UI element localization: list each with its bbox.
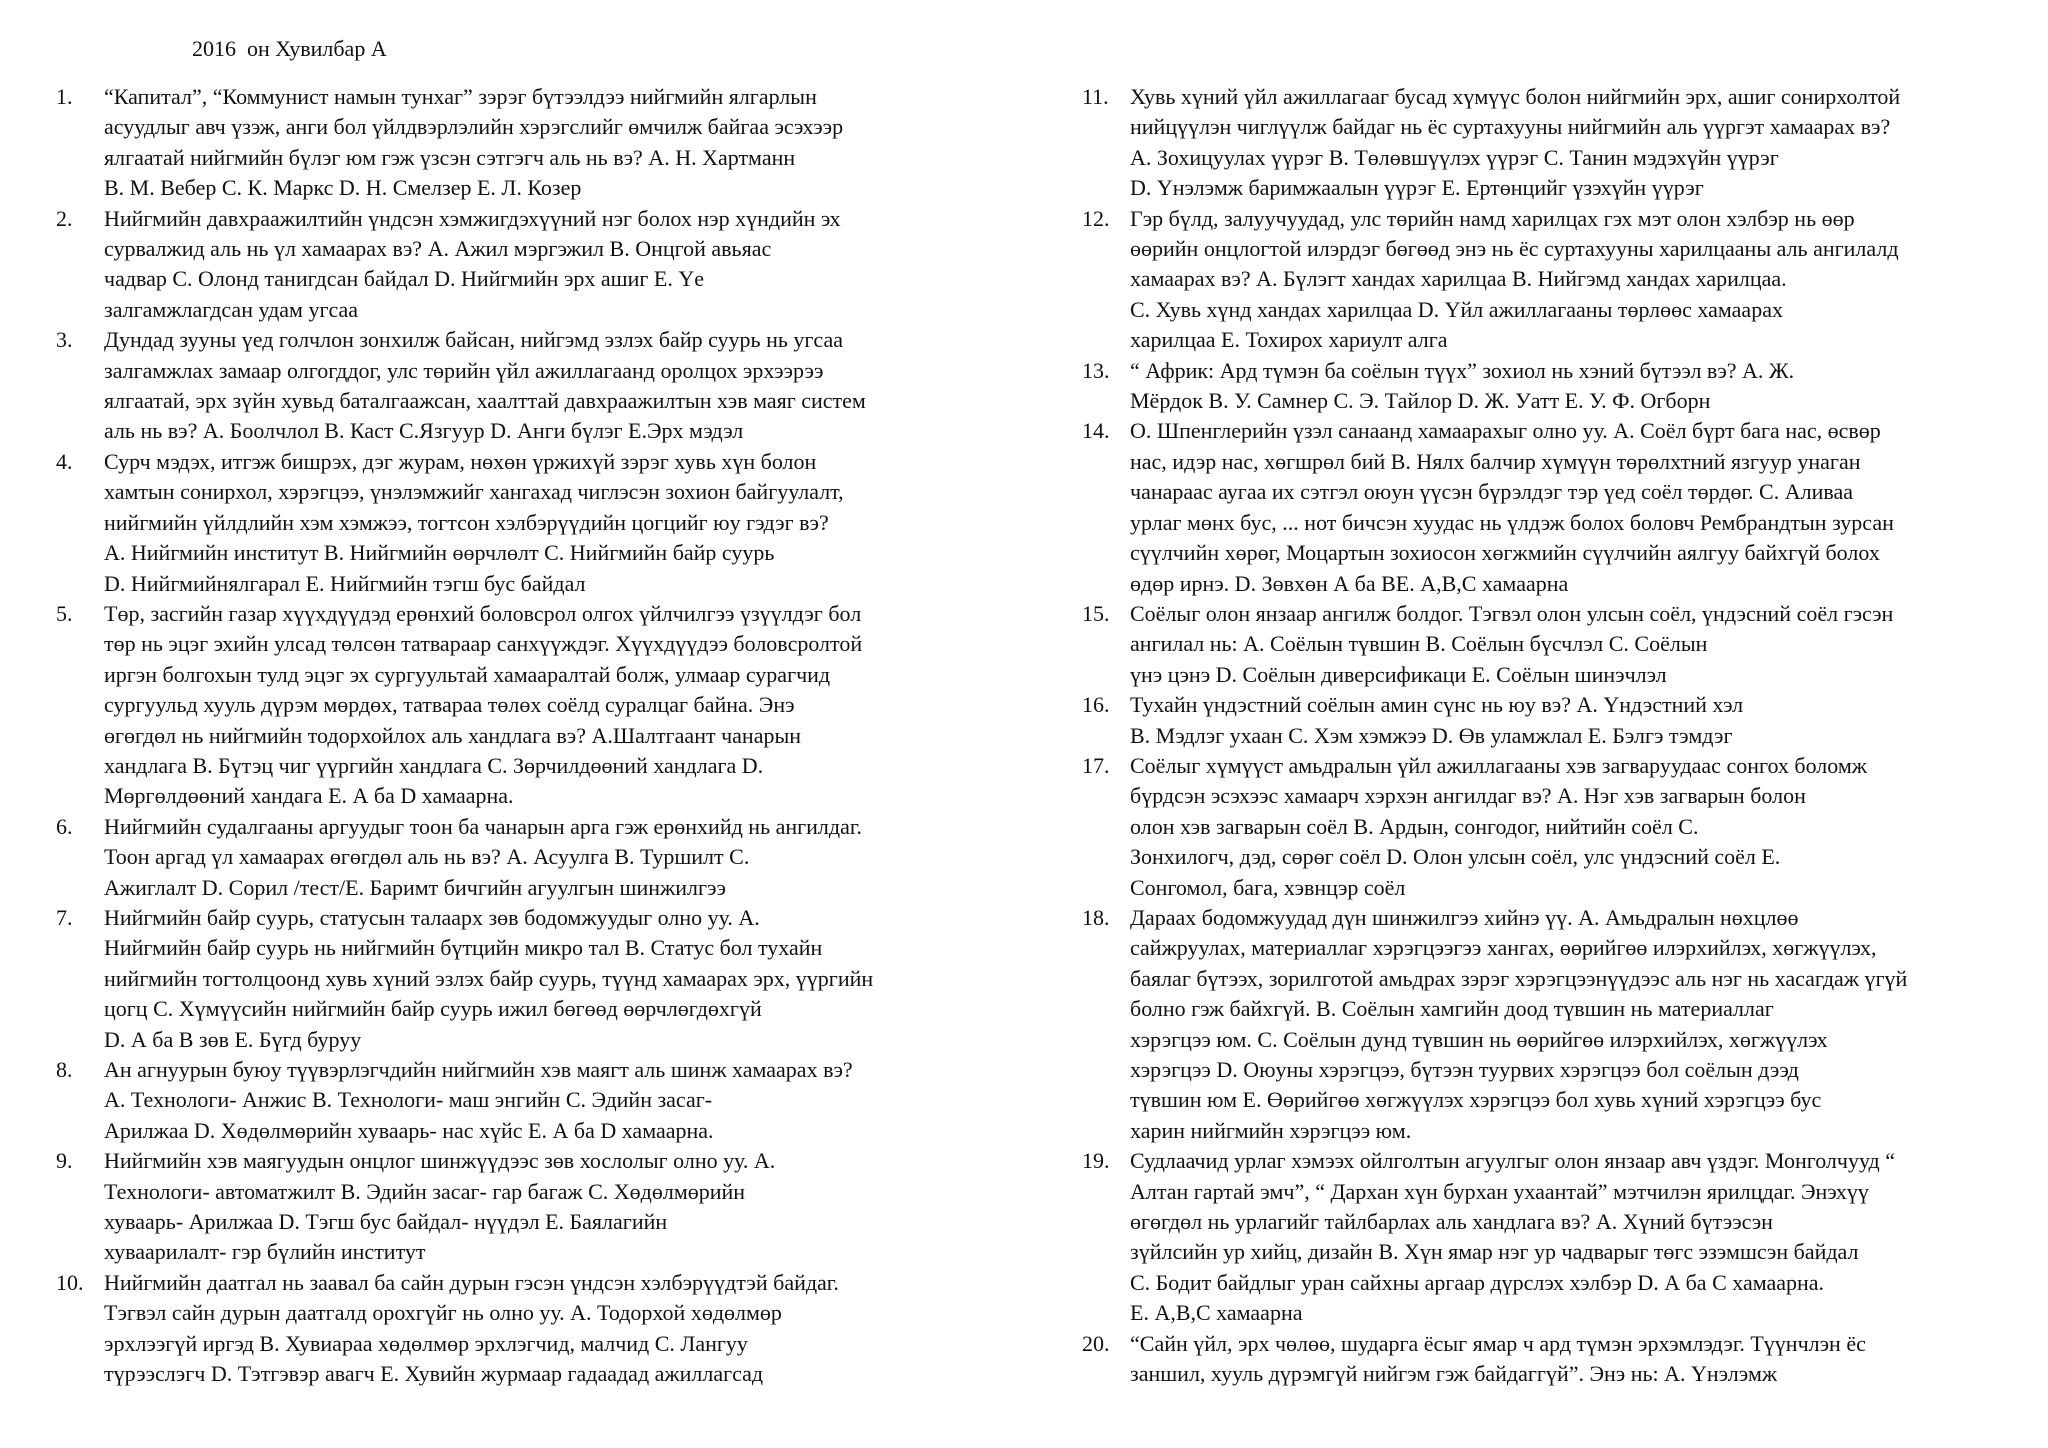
question-1: [56, 82, 976, 204]
question-7: [56, 903, 976, 1055]
question-text: Нийгмийн давхраажилтийн үндсэн хэмжигдэхүүний нэг болох нэр хүндийн эх сурвалжид аль нь үл хамаарах вэ? А. Ажил мэргэжил В. Онцгой авьяас чадвар С. Олонд танигдсан байдал D. Нийгмийн эрх ашиг Е. Үе залгамжлагдсан удам угсаа: [104, 205, 841, 322]
question-text: Нийгмийн даатгал нь заавал ба сайн дурын гэсэн үндсэн хэлбэрүүдтэй байдаг. Тэгвэл сайн дурын даатгалд орохгүйг нь олно уу. А. Тодорхой хөдөлмөр эрхлээгүй иргэд В. Хувиараа хөдөлмөр эрхлэгчид, малчид С. Лангуу түрээслэгч D. Тэтгэвэр авагч Е. Хувийн журмаар гадаадад ажиллагсад: [104, 1269, 839, 1387]
question-text: Хувь хүний үйл ажиллагааг бусад хүмүүс болон нийгмийн эрх, ашиг сонирхолтой нийцүүлэн чиглүүлж байдаг нь ёс суртахууны нийгмийн аль үүргэт хамаарах вэ? А. Зохицуулах үүрэг В. Төлөвшүүлэх үүрэг С. Танин мэдэхүйн үүрэг D. Үнэлэмж баримжаалын үүрэг Е. Ертөнцийг үзэхүйн үүрэг: [1130, 84, 1901, 201]
question-19: [1082, 1146, 2002, 1328]
question-text: Дундад зууны үед голчлон зонхилж байсан, нийгэмд эзлэх байр суурь нь угсаа залгамжлах замаар олгогддог, улс төрийн үйл ажиллагаанд оролцох эрхээрээ ялгаатай, эрх зүйн хувьд баталгаажсан, хаалттай давхраажилтын хэв маяг систем аль нь вэ? А. Боолчлол В. Каст С.Язгуур D. Анги бүлэг Е.Эрх мэдэл: [104, 327, 866, 444]
question-number: 2.: [56, 205, 73, 231]
question-number: 20.: [1082, 1330, 1110, 1356]
question-text: Дараах бодомжуудад дүн шинжилгээ хийнэ үү. А. Амьдралын нөхцлөө сайжруулах, материаллаг хэрэгцээгээ хангах, өөрийгөө илэрхийлэх, хөгжүүлэх, баялаг бүтээх, зорилготой амьдрах зэрэг хэрэгцээнүүдээс аль нэг нь хасагдаж үгүй болно гэж байхгүй. В. Соёлын хамгийн доод түвшин нь материаллаг хэрэгцээ юм. С. Соёлын дунд түвшин нь өөрийгөө илэрхийлэх, хөгжүүлэх хэрэгцээ D. Оюуны хэрэгцээ, бүтээн туурвих хэрэгцээ бол соёлын дээд түвшин юм Е. Өөрийгөө хөгжүүлэх хэрэгцээ бол хувь хүний хэрэгцээ бус харин нийгмийн хэрэгцээ юм.: [1130, 904, 1908, 1143]
question-number: 14.: [1082, 418, 1110, 444]
question-text: Нийгмийн хэв маягуудын онцлог шинжүүдээс зөв хослолыг олно уу. А. Технологи- автоматжилт В. Эдийн засаг- гар багаж С. Хөдөлмөрийн хуваарь- Арилжаа D. Тэгш бус байдал- нүүдэл Е. Баялагийн хуваарилалт- гэр бүлийн институт: [104, 1148, 776, 1265]
question-number: 12.: [1082, 205, 1110, 231]
question-12: [1082, 204, 2002, 356]
question-text: О. Шпенглерийн үзэл санаанд хамаарахыг олно уу. А. Соёл бүрт бага нас, өсвөр нас, идэр нас, хөгшрөл бий В. Нялх балчир хүмүүн төрөлхтний язгуур унаган чанараас аугаа их сэтгэл оюун үүсэн бүрэлдэг тэр үед соёл төрдөг. С. Аливаа урлаг мөнх бус, ... нот бичсэн хуудас нь үлдэж болох боловч Рембрандтын зурсан сүүлчийн хөрөг, Моцартын зохиосон хөгжмийн сүүлчийн аялгуу байхгүй болох өдөр ирнэ. D. Зөвхөн А ба ВЕ. А,В,С хамаарна: [1130, 418, 1894, 596]
question-number: 11.: [1082, 84, 1109, 109]
question-18: [1082, 903, 2002, 1146]
page-title: 2016 он Хувилбар А: [192, 36, 387, 61]
question-number: 3.: [56, 327, 73, 353]
question-number: 15.: [1082, 600, 1110, 626]
question-8: [56, 1055, 976, 1146]
question-15: [1082, 599, 2002, 690]
question-14: [1082, 416, 2002, 598]
question-text: “ Африк: Ард түмэн ба соёлын түүх” зохиол нь хэний бүтээл вэ? А. Ж. Мёрдок В. У. Самнер С. Э. Тайлор D. Ж. Уатт Е. У. Ф. Огборн: [1130, 357, 1795, 414]
question-13: [1082, 356, 2002, 417]
question-number: 18.: [1082, 904, 1110, 930]
question-9: [56, 1146, 976, 1268]
question-2: [56, 204, 976, 326]
question-20: [1082, 1329, 2002, 1390]
question-number: 7.: [56, 904, 73, 930]
question-number: 8.: [56, 1057, 73, 1082]
question-text: Төр, засгийн газар хүүхдүүдэд ерөнхий боловсрол олгох үйлчилгээ үзүүлдэг бол төр нь эцэг эхийн улсад төлсөн татвараар санхүүждэг. Хүүхдүүдээ боловсролтой иргэн болгохын тулд эцэг эх сургуультай хамааралтай болж, улмаар сурагчид сургуульд хууль дүрэм мөрдөх, татвараа төлөх соёлд суралцаг байна. Энэ өгөгдөл нь нийгмийн тодорхойлох аль хандлага вэ? А.Шалтгаант чанарын хандлага В. Бүтэц чиг үүргийн хандлага С. Зөрчилдөөний хандлага D. Мөргөлдөөний хандага Е. А ба D хамаарна.: [104, 600, 863, 809]
question-10: [56, 1268, 976, 1390]
question-number: 9.: [56, 1148, 73, 1174]
question-5: [56, 599, 976, 812]
question-17: [1082, 751, 2002, 903]
question-text: Соёлыг олон янзаар ангилж болдог. Тэгвэл олон улсын соёл, үндэсний соёл гэсэн ангилал нь: А. Соёлын түвшин В. Соёлын бүсчлэл С. Соёлын үнэ цэнэ D. Соёлын диверсификаци Е. Соёлын шинэчлэл: [1130, 600, 1894, 687]
question-text: Соёлыг хүмүүст амьдралын үйл ажиллагааны хэв загваруудаас сонгох боломж бүрдсэн эсэхээс хамаарч хэрхэн ангилдаг вэ? А. Нэг хэв загварын болон олон хэв загварын соёл В. Ардын, сонгодог, нийтийн соёл С. Зонхилогч, дэд, сөрөг соёл D. Олон улсын соёл, улс үндэсний соёл Е. Сонгомол, бага, хэвнцэр соёл: [1130, 752, 1867, 900]
question-text: Гэр бүлд, залуучуудад, улс төрийн намд харилцах гэх мэт олон хэлбэр нь өөр өөрийн онцлогтой илэрдэг бөгөөд энэ нь ёс суртахууны харилцааны аль ангилалд хамаарах вэ? А. Бүлэгт хандах харилцаа В. Нийгэмд хандах харилцаа. С. Хувь хүнд хандах харилцаа D. Үйл ажиллагааны төрлөөс хамаарах харилцаа Е. Тохирох хариулт алга: [1130, 205, 1899, 353]
left-column: [56, 82, 976, 1389]
question-number: 10.: [56, 1269, 84, 1295]
question-3: [56, 325, 976, 447]
question-text: “Сайн үйл, эрх чөлөө, шударга ёсыг ямар ч ард түмэн эрхэмлэдэг. Түүнчлэн ёс заншил, хууль дүрэмгүй нийгэм гэж байдаггүй”. Энэ нь: А. Үнэлэмж: [1130, 1330, 1866, 1387]
question-text: Сурч мэдэх, итгэж бишрэх, дэг журам, нөхөн үржихүй зэрэг хувь хүн болон хамтын сонирхол, хэрэгцээ, үнэлэмжийг хангахад чиглэсэн зохион байгуулалт, нийгмийн үйлдлийн хэм хэмжээ, тогтсон хэлбэрүүдийн цогцийг юу гэдэг вэ? А. Нийгмийн институт В. Нийгмийн өөрчлөлт С. Нийгмийн байр суурь D. Нийгмийнялгарал Е. Нийгмийн тэгш бус байдал: [104, 448, 844, 596]
question-number: 6.: [56, 813, 73, 839]
question-text: Нийгмийн судалгааны аргуудыг тоон ба чанарын арга гэж ерөнхийд нь ангилдаг. Тоон аргад үл хамаарах өгөгдөл аль нь вэ? А. Асуулга В. Туршилт С. Ажиглалт D. Сорил /тест/Е. Баримт бичгийн агуулгын шинжилгээ: [104, 813, 862, 900]
question-4: [56, 447, 976, 599]
question-number: 17.: [1082, 752, 1110, 778]
question-16: [1082, 690, 2002, 751]
question-number: 1.: [56, 84, 73, 109]
question-text: Судлаачид урлаг хэмээх ойлголтын агуулгыг олон янзаар авч үздэг. Монголчууд “ Алтан гартай эмч”, “ Дархан хүн бурхан ухаантай” мэтчилэн ярилцдаг. Энэхүү өгөгдөл нь урлагийг тайлбарлах аль хандлага вэ? А. Хүний бүтээсэн зүйлсийн ур хийц, дизайн В. Хүн ямар нэг ур чадварыг төгс эзэмшсэн байдал С. Бодит байдлыг уран сайхны аргаар дүрслэх хэлбэр D. А ба С хамаарна. Е. А,В,С хамаарна: [1130, 1148, 1896, 1326]
question-number: 16.: [1082, 692, 1110, 718]
question-6: [56, 812, 976, 903]
question-text: Нийгмийн байр суурь, статусын талаарх зөв бодомжуудыг олно уу. А. Нийгмийн байр суурь нь нийгмийн бүтцийн микро тал В. Статус бол тухайн нийгмийн тогтолцоонд хувь хүний эзлэх байр суурь, түүнд хамаарах эрх, үүргийн цогц С. Хүмүүсийн нийгмийн байр суурь ижил бөгөөд өөрчлөгдөхгүй D. А ба В зөв Е. Бүгд буруу: [104, 904, 874, 1052]
question-text: Ан агнуурын буюу түүвэрлэгчдийн нийгмийн хэв маягт аль шинж хамаарах вэ? А. Технологи- Анжис В. Технологи- маш энгийн С. Эдийн засаг- Арилжаа D. Хөдөлмөрийн хуваарь- нас хүйс Е. А ба D хамаарна.: [104, 1057, 853, 1143]
question-text: “Капитал”, “Коммунист намын тунхаг” зэрэг бүтээлдээ нийгмийн ялгарлын асуудлыг авч үзэж, анги бол үйлдвэрлэлийн хэрэгслийг өмчилж байгаа эсэхээр ялгаатай нийгмийн бүлэг юм гэж үзсэн сэтгэгч аль нь вэ? А. Н. Хартманн В. М. Вебер С. К. Маркс D. Н. Смелзер Е. Л. Козер: [104, 84, 844, 201]
question-number: 4.: [56, 448, 73, 474]
question-11: [1082, 82, 2002, 204]
question-number: 13.: [1082, 357, 1110, 383]
question-number: 19.: [1082, 1148, 1110, 1174]
right-column: [1082, 82, 2002, 1389]
question-text: Тухайн үндэстний соёлын амин сүнс нь юу вэ? А. Үндэстний хэл В. Мэдлэг ухаан С. Хэм хэмжээ D. Өв уламжлал Е. Бэлгэ тэмдэг: [1130, 692, 1744, 748]
question-number: 5.: [56, 600, 73, 626]
